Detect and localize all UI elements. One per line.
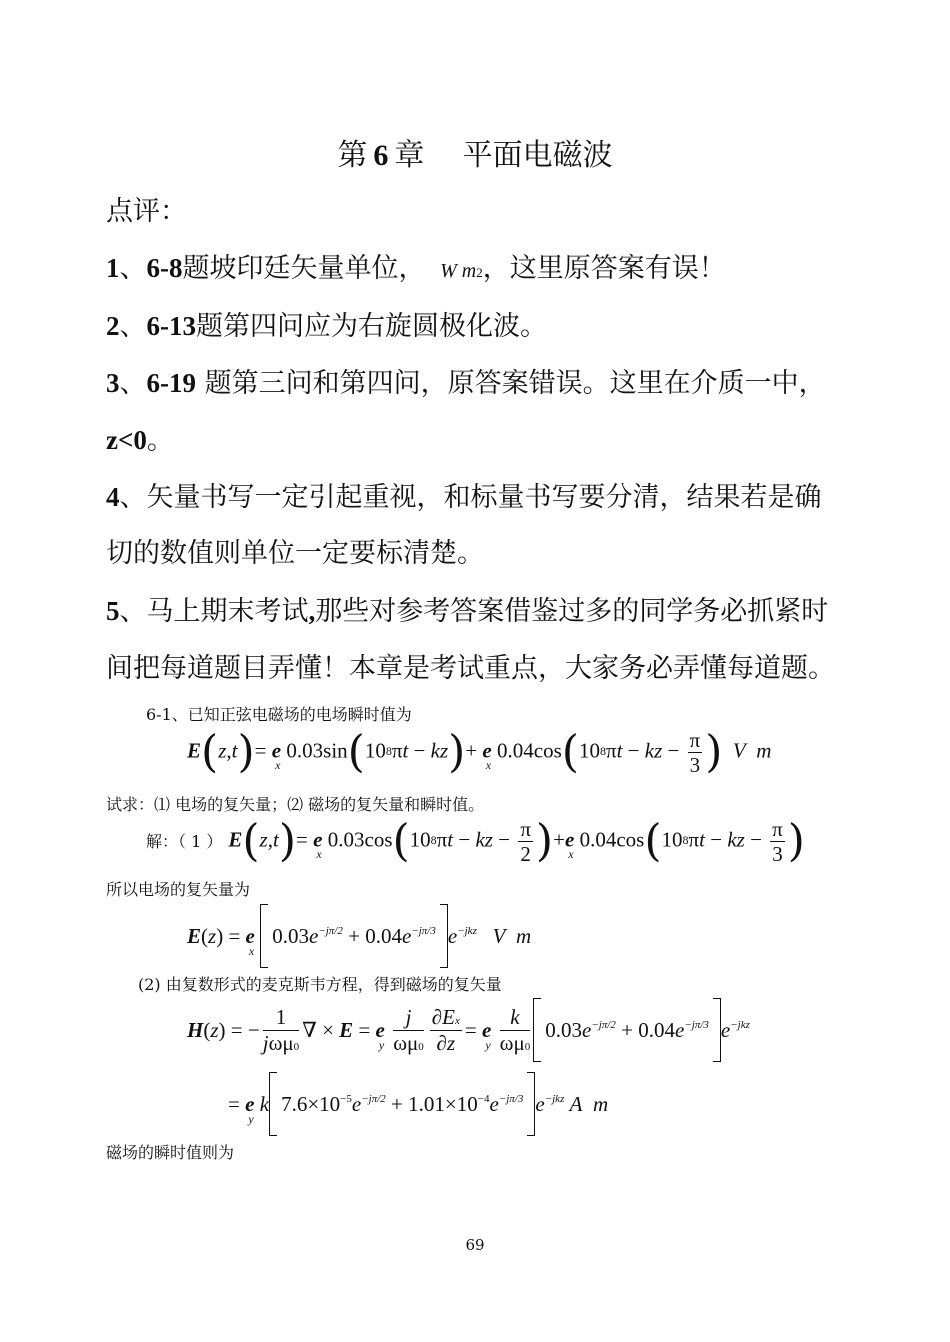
review-heading: 点评： bbox=[106, 196, 187, 227]
review-item-5-cont: 间把每道题目弄懂！本章是考试重点，大家务必弄懂每道题。 bbox=[106, 653, 835, 684]
review-item-1: 1、6-8题坡印廷矢量单位， W m2，这里原答案有误！ bbox=[106, 253, 726, 284]
problem-statement: 6-1、已知正弦电磁场的电场瞬时值为 bbox=[146, 705, 412, 724]
review-item-4-cont: 切的数值则单位一定要标清楚。 bbox=[106, 538, 484, 569]
equation-hfield-complex: H(z) = − $\frac{1}{\text{jωμ0}}$ ∇ × $E = e_y$ $\frac{j}{\omega\mu 0}$ $\frac{\partial Ex}{\partial z}$ = $e_y$ $\frac{k}{\omega\mu 0}$ $0.03e^{-j\pi/2} + 0.04e^{-j\pi/3}$ $e^{-jkz}$ bbox=[187, 998, 750, 1062]
chapter-title: 第 6 章 平面电磁波 bbox=[337, 138, 613, 173]
instantaneous-intro: 磁场的瞬时值则为 bbox=[106, 1143, 235, 1162]
problem-ask: 试求：⑴ 电场的复矢量；⑵ 磁场的复矢量和瞬时值。 bbox=[106, 795, 485, 814]
page-number: 69 bbox=[465, 1236, 485, 1254]
equation-hfield-result: = $e_yk$ $7.6\times 10^{-5}e^{-j\pi/2} + 1.01\times 10^{-4}e^{-j\pi/3}$ $e^{-jkz}$ A m bbox=[228, 1072, 608, 1136]
equation-efield-complex: $E(z) = e_x$ $0.03e^{-j\pi/2} + 0.04e^{-j\pi/3}$ $e^{-jkz}$ V m bbox=[187, 904, 531, 968]
complex-intro: 所以电场的复矢量为 bbox=[106, 880, 251, 899]
equation-efield-instant: $E(z,t)= e_x0.03\sin(108\pi t - kz)+ e_x0.04\cos(108\pi t$ − kz − $\frac{\pi}{3}$ ) V m bbox=[187, 726, 772, 778]
review-item-2: 2、6-13题第四问应为右旋圆极化波。 bbox=[106, 311, 547, 342]
solution-line bbox=[146, 817, 805, 866]
solution-label: 解：（ 1 ） bbox=[146, 831, 223, 851]
part2-intro: (2) 由复数形式的麦克斯韦方程，得到磁场的复矢量 bbox=[138, 975, 502, 994]
review-item-4: 4、矢量书写一定引起重视，和标量书写要分清，结果若是确 bbox=[106, 482, 822, 513]
review-item-5: 5、马上期末考试,那些对参考答案借鉴过多的同学务必抓紧时 bbox=[106, 596, 829, 627]
review-item-3: 3、6-19 题第三问和第四问，原答案错误。这里在介质一中， bbox=[106, 368, 826, 399]
review-item-3-cont: z<0。 bbox=[106, 425, 174, 456]
equation-efield-cos: $E(z,t)= e_x0.03\cos(108\pi t$ − kz − $\frac{\pi}{2}$ )$+e_x0.04\cos(108\pi t$ − kz − $\frac{\pi}{3}$ ) bbox=[228, 815, 805, 867]
